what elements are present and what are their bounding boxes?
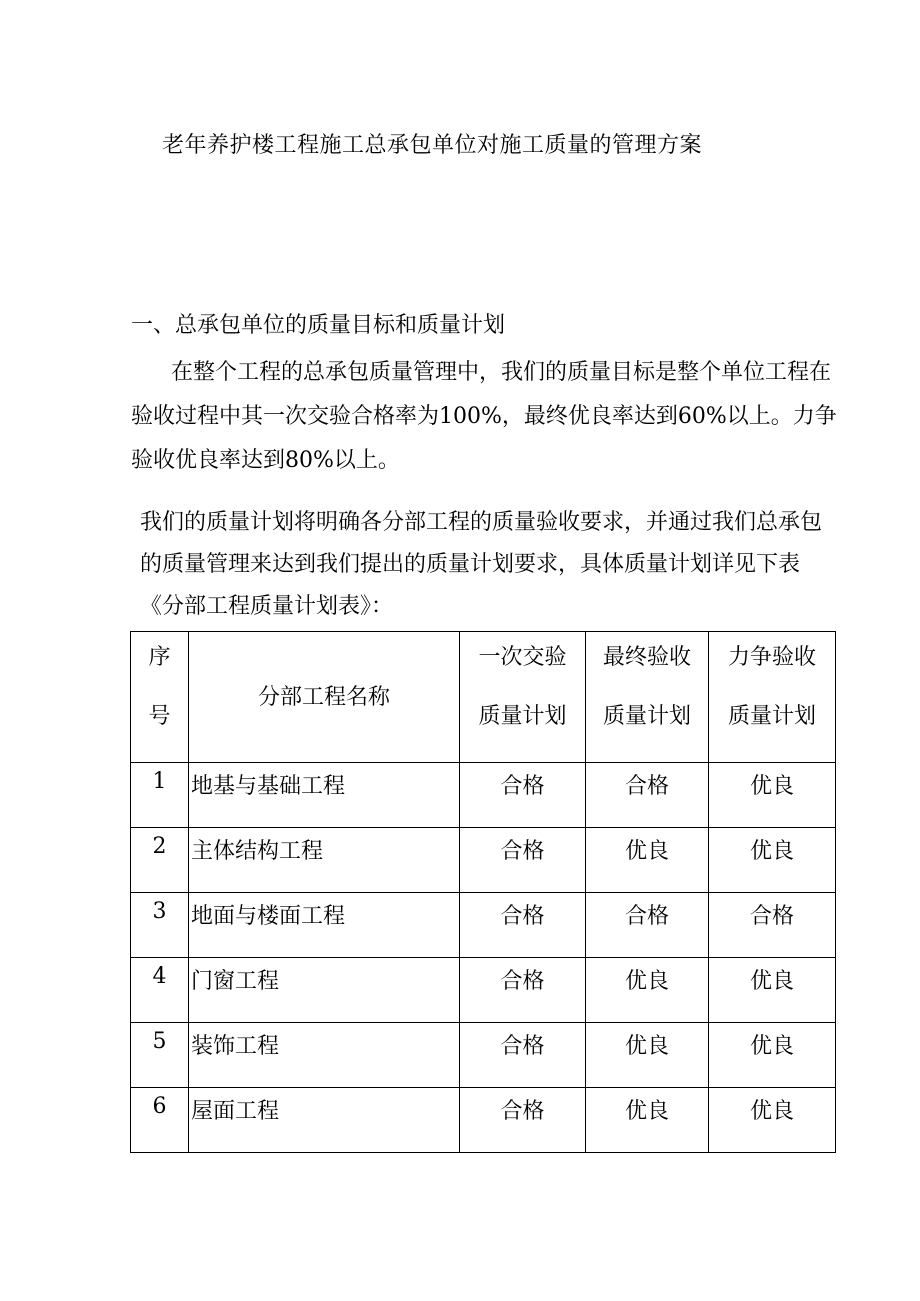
row-final-plan: 合格	[586, 763, 709, 828]
header-final-acceptance	[586, 632, 709, 763]
row-first-plan: 合格	[460, 1023, 586, 1088]
table-row	[131, 1023, 836, 1088]
paragraph-quality-goal: 在整个工程的总承包质量管理中，我们的质量目标是整个单位工程在验收过程中其一次交验合格率为100%，最终优良率达到60%以上。力争验收优良率达到80%以上。	[131, 360, 837, 473]
row-first-plan: 合格	[460, 828, 586, 893]
table-header-row	[131, 632, 836, 763]
paragraph-quality-plan: 我们的质量计划将明确各分部工程的质量验收要求，并通过我们总承包的质量管理来达到我们提出的质量计划要求，具体质量计划详见下表《分部工程质量计划表》：	[140, 510, 823, 619]
header-first-bottom: 质量计划	[478, 704, 567, 729]
row-final-plan: 优良	[586, 1023, 709, 1088]
document-title: 老年养护楼工程施工总承包单位对施工质量的管理方案	[162, 133, 703, 158]
row-name: 装饰工程	[189, 1023, 460, 1088]
header-number-top: 序	[148, 645, 171, 670]
table-row	[131, 763, 836, 828]
header-name-label: 分部工程名称	[257, 685, 390, 710]
row-first-plan: 合格	[460, 958, 586, 1023]
row-name: 地基与基础工程	[189, 763, 460, 828]
row-final-plan: 优良	[586, 958, 709, 1023]
row-final-plan: 优良	[586, 1088, 709, 1153]
row-number: 3	[131, 893, 189, 958]
row-number: 2	[131, 828, 189, 893]
header-strive-top: 力争验收	[727, 645, 816, 670]
row-strive-plan: 优良	[709, 1088, 836, 1153]
row-name: 门窗工程	[189, 958, 460, 1023]
row-first-plan: 合格	[460, 893, 586, 958]
header-first-top: 一次交验	[478, 645, 567, 670]
header-number	[131, 632, 189, 763]
row-final-plan: 合格	[586, 893, 709, 958]
row-number: 6	[131, 1088, 189, 1153]
header-number-bottom: 号	[148, 704, 171, 729]
row-strive-plan: 优良	[709, 958, 836, 1023]
header-strive-bottom: 质量计划	[727, 704, 816, 729]
row-name: 主体结构工程	[189, 828, 460, 893]
row-strive-plan: 优良	[709, 828, 836, 893]
row-number: 1	[131, 763, 189, 828]
row-number: 4	[131, 958, 189, 1023]
row-first-plan: 合格	[460, 763, 586, 828]
header-final-top: 最终验收	[602, 645, 691, 670]
row-first-plan: 合格	[460, 1088, 586, 1153]
table-row	[131, 958, 836, 1023]
table-row	[131, 1088, 836, 1153]
table-row	[131, 893, 836, 958]
header-name	[189, 632, 460, 763]
quality-plan-table	[130, 631, 836, 1153]
row-final-plan: 优良	[586, 828, 709, 893]
row-number: 5	[131, 1023, 189, 1088]
header-strive-acceptance	[709, 632, 836, 763]
row-name: 地面与楼面工程	[189, 893, 460, 958]
section-heading: 一、总承包单位的质量目标和质量计划	[131, 313, 506, 338]
row-name: 屋面工程	[189, 1088, 460, 1153]
table-row	[131, 828, 836, 893]
row-strive-plan: 优良	[709, 1023, 836, 1088]
row-strive-plan: 优良	[709, 763, 836, 828]
header-final-bottom: 质量计划	[602, 704, 691, 729]
header-first-inspection	[460, 632, 586, 763]
row-strive-plan: 合格	[709, 893, 836, 958]
